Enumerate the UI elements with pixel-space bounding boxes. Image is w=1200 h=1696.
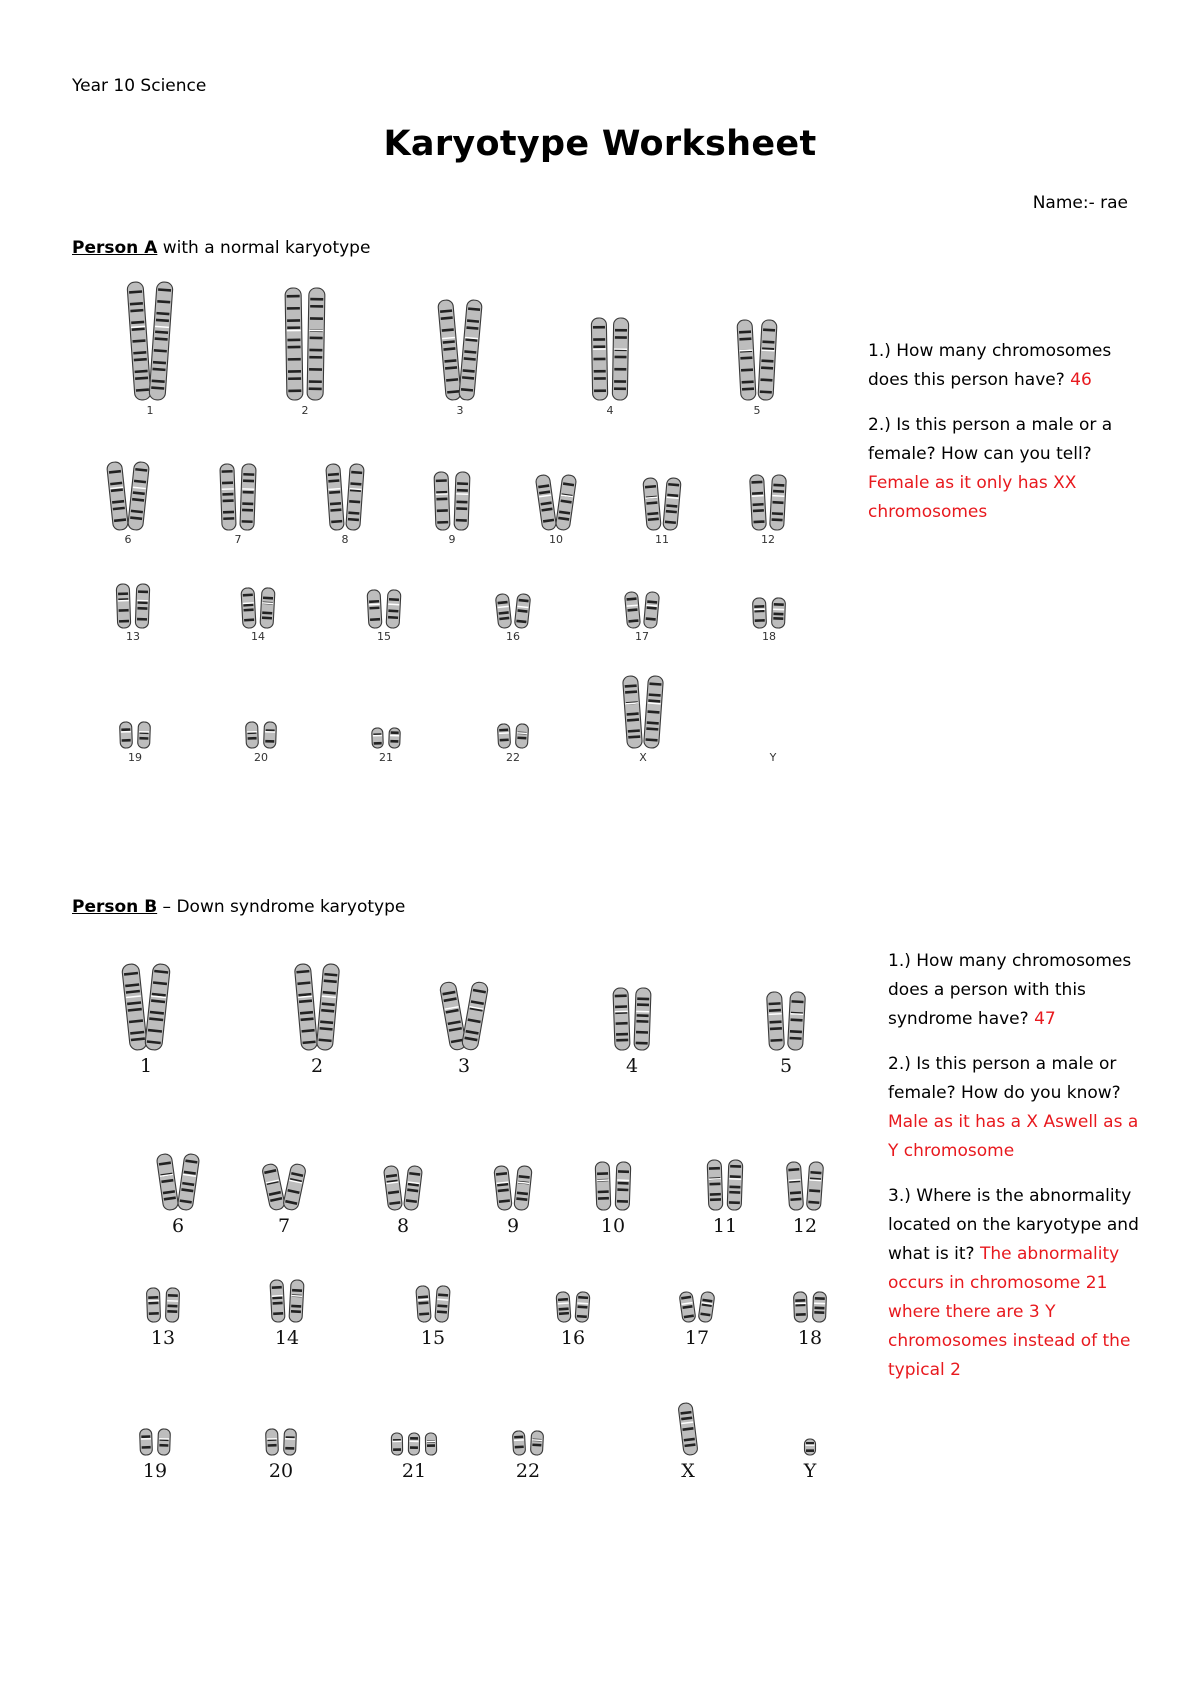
chromosome bbox=[805, 1439, 816, 1455]
chromosome bbox=[615, 1162, 631, 1210]
chromosome bbox=[634, 988, 651, 1050]
chromosome bbox=[294, 963, 317, 1050]
chromosome bbox=[727, 1160, 743, 1210]
person-a-chromosome-label: 19 bbox=[128, 751, 142, 764]
person-a-chromosome-label: Y bbox=[769, 751, 777, 764]
worksheet-title: Karyotype Worksheet bbox=[383, 124, 817, 164]
person-a-chromosome-label: 15 bbox=[377, 630, 391, 643]
chromosome bbox=[156, 1153, 179, 1211]
person-b-chromosome-label: 2 bbox=[310, 1055, 324, 1077]
person-a-chromosome-label: 18 bbox=[762, 630, 776, 643]
person-a-chromosome-label: 4 bbox=[606, 404, 614, 417]
chromosome bbox=[530, 1431, 543, 1456]
answer-text: 47 bbox=[1034, 1009, 1056, 1029]
person-b-description: – Down syndrome karyotype bbox=[157, 897, 406, 917]
person-a-chromosome-label: 16 bbox=[506, 630, 520, 643]
person-a-chromosome-label: 14 bbox=[251, 630, 265, 643]
person-b-chromosome-label: 3 bbox=[457, 1055, 471, 1077]
chromosome bbox=[461, 981, 489, 1051]
answer-text: The abnormality occurs in chromosome 21 where there are 3 Y chromosomes instead of the typical 2 bbox=[888, 1244, 1131, 1380]
person-b-chromosome-label: 16 bbox=[560, 1327, 586, 1349]
person-b-chromosome-label: X bbox=[681, 1460, 695, 1482]
person-a-chromosome-label: 7 bbox=[234, 533, 242, 546]
person-a-chromosome-label: 2 bbox=[301, 404, 309, 417]
person-a-chromosome-label: 9 bbox=[448, 533, 456, 546]
person-a-chromosome-label: 21 bbox=[379, 751, 393, 764]
question-text: 1.) How many chromosomes does a person with this syndrome have? bbox=[888, 951, 1132, 1029]
question-text: 2.) Is this person a male or a female? How can you tell? bbox=[868, 415, 1113, 464]
chromosome bbox=[812, 1292, 826, 1322]
person-a-chromosome-label: 20 bbox=[254, 751, 268, 764]
person-b-chromosome-label: 14 bbox=[274, 1327, 300, 1349]
chromosome bbox=[145, 963, 171, 1050]
chromosome bbox=[678, 1402, 698, 1455]
person-b-chromosome-label: 5 bbox=[779, 1055, 793, 1077]
chromosome bbox=[698, 1291, 715, 1323]
question-text: 3.) Where is the abnormality located on the karyotype and what is it? bbox=[888, 1186, 1139, 1264]
person-a-chromosome-label: 8 bbox=[341, 533, 349, 546]
chromosome bbox=[316, 963, 339, 1050]
chromosome bbox=[270, 1280, 285, 1323]
course-label: Year 10 Science bbox=[72, 76, 207, 96]
person-b-questions bbox=[888, 947, 1143, 1401]
chromosome bbox=[416, 1286, 431, 1323]
person-a-chromosome-label: 17 bbox=[635, 630, 649, 643]
chromosome bbox=[556, 1292, 571, 1323]
chromosome bbox=[403, 1165, 422, 1210]
chromosome bbox=[679, 1291, 696, 1323]
question-text: 2.) Is this person a male or female? How do you know? bbox=[888, 1054, 1121, 1103]
person-b-chromosome-label: 21 bbox=[401, 1460, 427, 1482]
answer-text: 46 bbox=[1070, 370, 1092, 390]
chromosome bbox=[707, 1160, 723, 1210]
person-b-chromosome-label: 1 bbox=[139, 1055, 153, 1077]
chromosome bbox=[261, 1163, 285, 1211]
person-b-chromosome-label: 20 bbox=[268, 1460, 294, 1482]
chromosome bbox=[786, 1162, 803, 1211]
chromosome bbox=[408, 1433, 419, 1455]
person-a-chromosome-label: 11 bbox=[655, 533, 669, 546]
question-text: 1.) How many chromosomes does this person have? bbox=[868, 341, 1112, 390]
person-b-chromosome-label: 7 bbox=[277, 1215, 291, 1237]
person-a-chromosome-label: 10 bbox=[549, 533, 563, 546]
chromosome bbox=[289, 1280, 304, 1323]
chromosome bbox=[284, 1429, 297, 1455]
student-name: Name:- rae bbox=[1032, 193, 1128, 213]
chromosome bbox=[575, 1292, 590, 1323]
answer-text: Male as it has a X Aswell as a Y chromosome bbox=[888, 1112, 1139, 1161]
answer-text: Female as it only has XX chromosomes bbox=[868, 473, 1077, 522]
person-b-chromosome-label: 8 bbox=[396, 1215, 410, 1237]
person-a-chromosome-label: 6 bbox=[124, 533, 132, 546]
chromosome bbox=[514, 1165, 533, 1210]
person-b-chromosome-label: 12 bbox=[792, 1215, 818, 1237]
person-b-chromosome-label: 6 bbox=[171, 1215, 185, 1237]
person-a-question-1 bbox=[868, 337, 1123, 395]
person-a-chromosome-label: X bbox=[639, 751, 647, 764]
chromosome bbox=[177, 1153, 200, 1211]
chromosome bbox=[425, 1433, 436, 1455]
chromosome bbox=[391, 1433, 402, 1455]
person-b-question-1 bbox=[888, 947, 1143, 1034]
person-b-question-3 bbox=[888, 1182, 1143, 1385]
chromosome bbox=[806, 1162, 823, 1211]
chromosome bbox=[787, 992, 805, 1051]
person-a-chromosome-label: 3 bbox=[456, 404, 464, 417]
person-b-label: Person B bbox=[72, 897, 158, 917]
person-a-label: Person A bbox=[72, 238, 158, 258]
chromosome bbox=[793, 1292, 807, 1322]
person-b-chromosome-label: 18 bbox=[797, 1327, 823, 1349]
chromosome bbox=[146, 1288, 160, 1322]
person-b-question-2 bbox=[888, 1050, 1143, 1166]
chromosome bbox=[122, 963, 148, 1050]
chromosome bbox=[766, 992, 784, 1051]
chromosome bbox=[165, 1288, 179, 1322]
person-b-chromosome-label: 13 bbox=[150, 1327, 176, 1349]
person-a-questions bbox=[868, 337, 1123, 543]
chromosome bbox=[266, 1429, 279, 1455]
person-a-chromosome-label: 5 bbox=[753, 404, 761, 417]
chromosome bbox=[158, 1429, 171, 1455]
chromosome bbox=[383, 1165, 402, 1210]
chromosome bbox=[435, 1286, 450, 1323]
person-b-chromosome-label: 10 bbox=[600, 1215, 626, 1237]
chromosome bbox=[282, 1163, 306, 1211]
person-b-chromosome-label: 4 bbox=[625, 1055, 639, 1077]
person-a-chromosome-label: 22 bbox=[506, 751, 520, 764]
person-a-description: with a normal karyotype bbox=[157, 238, 371, 258]
person-b-chromosome-label: 11 bbox=[712, 1215, 738, 1237]
chromosome bbox=[140, 1429, 153, 1455]
person-b-chromosome-label: 9 bbox=[506, 1215, 520, 1237]
person-a-question-2 bbox=[868, 411, 1123, 527]
person-a-chromosome-label: 1 bbox=[146, 404, 154, 417]
chromosome bbox=[595, 1162, 611, 1210]
person-b-chromosome-label: 15 bbox=[420, 1327, 446, 1349]
person-b-chromosome-label: 17 bbox=[684, 1327, 710, 1349]
person-a-chromosome-label: 12 bbox=[761, 533, 775, 546]
chromosome bbox=[512, 1431, 525, 1456]
person-b-chromosome-label: 19 bbox=[142, 1460, 168, 1482]
chromosome bbox=[613, 988, 630, 1050]
chromosome bbox=[494, 1165, 513, 1210]
person-b-chromosome-label: 22 bbox=[515, 1460, 541, 1482]
person-b-chromosome-label: Y bbox=[803, 1460, 817, 1482]
person-a-chromosome-label: 13 bbox=[126, 630, 140, 643]
